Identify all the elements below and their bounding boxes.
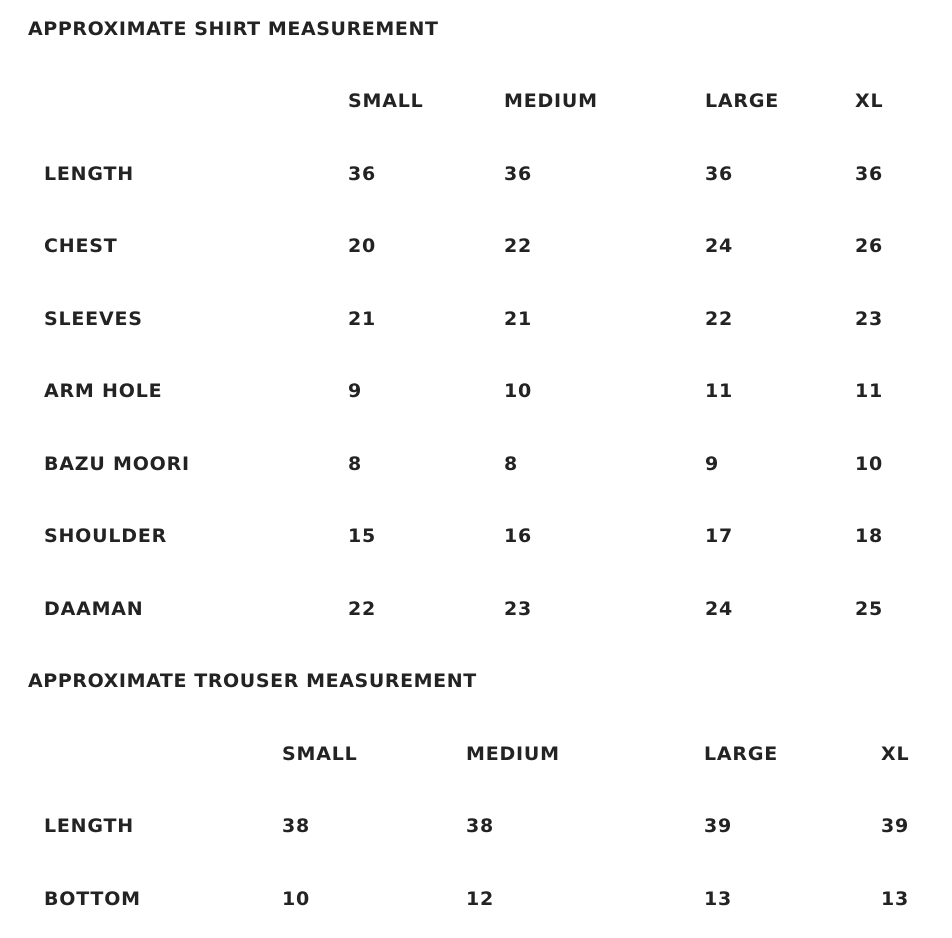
table-cell: 38 bbox=[466, 815, 495, 837]
table-cell: 20 bbox=[348, 235, 377, 257]
table-row bbox=[0, 161, 952, 187]
shirt-header-row bbox=[0, 88, 952, 114]
table-cell: 36 bbox=[705, 163, 734, 185]
table-cell: 24 bbox=[705, 235, 734, 257]
table-cell: 22 bbox=[504, 235, 533, 257]
table-cell: 21 bbox=[504, 308, 533, 330]
row-label: BOTTOM bbox=[44, 888, 141, 910]
table-cell: 13 bbox=[704, 888, 733, 910]
row-label: LENGTH bbox=[44, 163, 134, 185]
row-label: LENGTH bbox=[44, 815, 134, 837]
table-row bbox=[0, 451, 952, 477]
table-row bbox=[0, 523, 952, 549]
table-cell: 13 bbox=[881, 888, 910, 910]
row-label: DAAMAN bbox=[44, 598, 144, 620]
table-cell: 9 bbox=[348, 380, 363, 402]
table-cell: 11 bbox=[855, 380, 884, 402]
table-cell: 22 bbox=[348, 598, 377, 620]
row-label: SLEEVES bbox=[44, 308, 143, 330]
table-cell: 12 bbox=[466, 888, 495, 910]
table-row bbox=[0, 378, 952, 404]
table-cell: 16 bbox=[504, 525, 533, 547]
table-cell: 22 bbox=[705, 308, 734, 330]
row-label: CHEST bbox=[44, 235, 118, 257]
shirt-col-header-medium: MEDIUM bbox=[504, 90, 598, 112]
table-row bbox=[0, 596, 952, 622]
table-cell: 18 bbox=[855, 525, 884, 547]
shirt-col-header-small: SMALL bbox=[348, 90, 424, 112]
table-cell: 24 bbox=[705, 598, 734, 620]
shirt-col-header-xl: XL bbox=[855, 90, 884, 112]
table-row bbox=[0, 813, 952, 839]
trouser-col-header-large: LARGE bbox=[704, 743, 779, 765]
trouser-col-header-small: SMALL bbox=[282, 743, 358, 765]
table-cell: 8 bbox=[348, 453, 363, 475]
row-label: ARM HOLE bbox=[44, 380, 163, 402]
table-cell: 15 bbox=[348, 525, 377, 547]
table-row bbox=[0, 886, 952, 912]
table-cell: 38 bbox=[282, 815, 311, 837]
table-cell: 36 bbox=[855, 163, 884, 185]
table-cell: 10 bbox=[855, 453, 884, 475]
table-cell: 10 bbox=[504, 380, 533, 402]
trouser-header-row bbox=[0, 741, 952, 767]
table-cell: 17 bbox=[705, 525, 734, 547]
table-cell: 10 bbox=[282, 888, 311, 910]
table-cell: 26 bbox=[855, 235, 884, 257]
table-cell: 23 bbox=[855, 308, 884, 330]
table-cell: 8 bbox=[504, 453, 519, 475]
table-cell: 25 bbox=[855, 598, 884, 620]
table-cell: 36 bbox=[504, 163, 533, 185]
trouser-col-header-medium: MEDIUM bbox=[466, 743, 560, 765]
shirt-col-header-large: LARGE bbox=[705, 90, 780, 112]
trouser-col-header-xl: XL bbox=[881, 743, 910, 765]
table-cell: 36 bbox=[348, 163, 377, 185]
table-cell: 9 bbox=[705, 453, 720, 475]
table-row bbox=[0, 233, 952, 259]
table-cell: 39 bbox=[881, 815, 910, 837]
table-cell: 39 bbox=[704, 815, 733, 837]
table-cell: 11 bbox=[705, 380, 734, 402]
row-label: BAZU MOORI bbox=[44, 453, 190, 475]
table-cell: 21 bbox=[348, 308, 377, 330]
table-cell: 23 bbox=[504, 598, 533, 620]
table-row bbox=[0, 306, 952, 332]
shirt-table-title: APPROXIMATE SHIRT MEASUREMENT bbox=[28, 18, 439, 40]
row-label: SHOULDER bbox=[44, 525, 168, 547]
trouser-table-title: APPROXIMATE TROUSER MEASUREMENT bbox=[28, 670, 477, 692]
